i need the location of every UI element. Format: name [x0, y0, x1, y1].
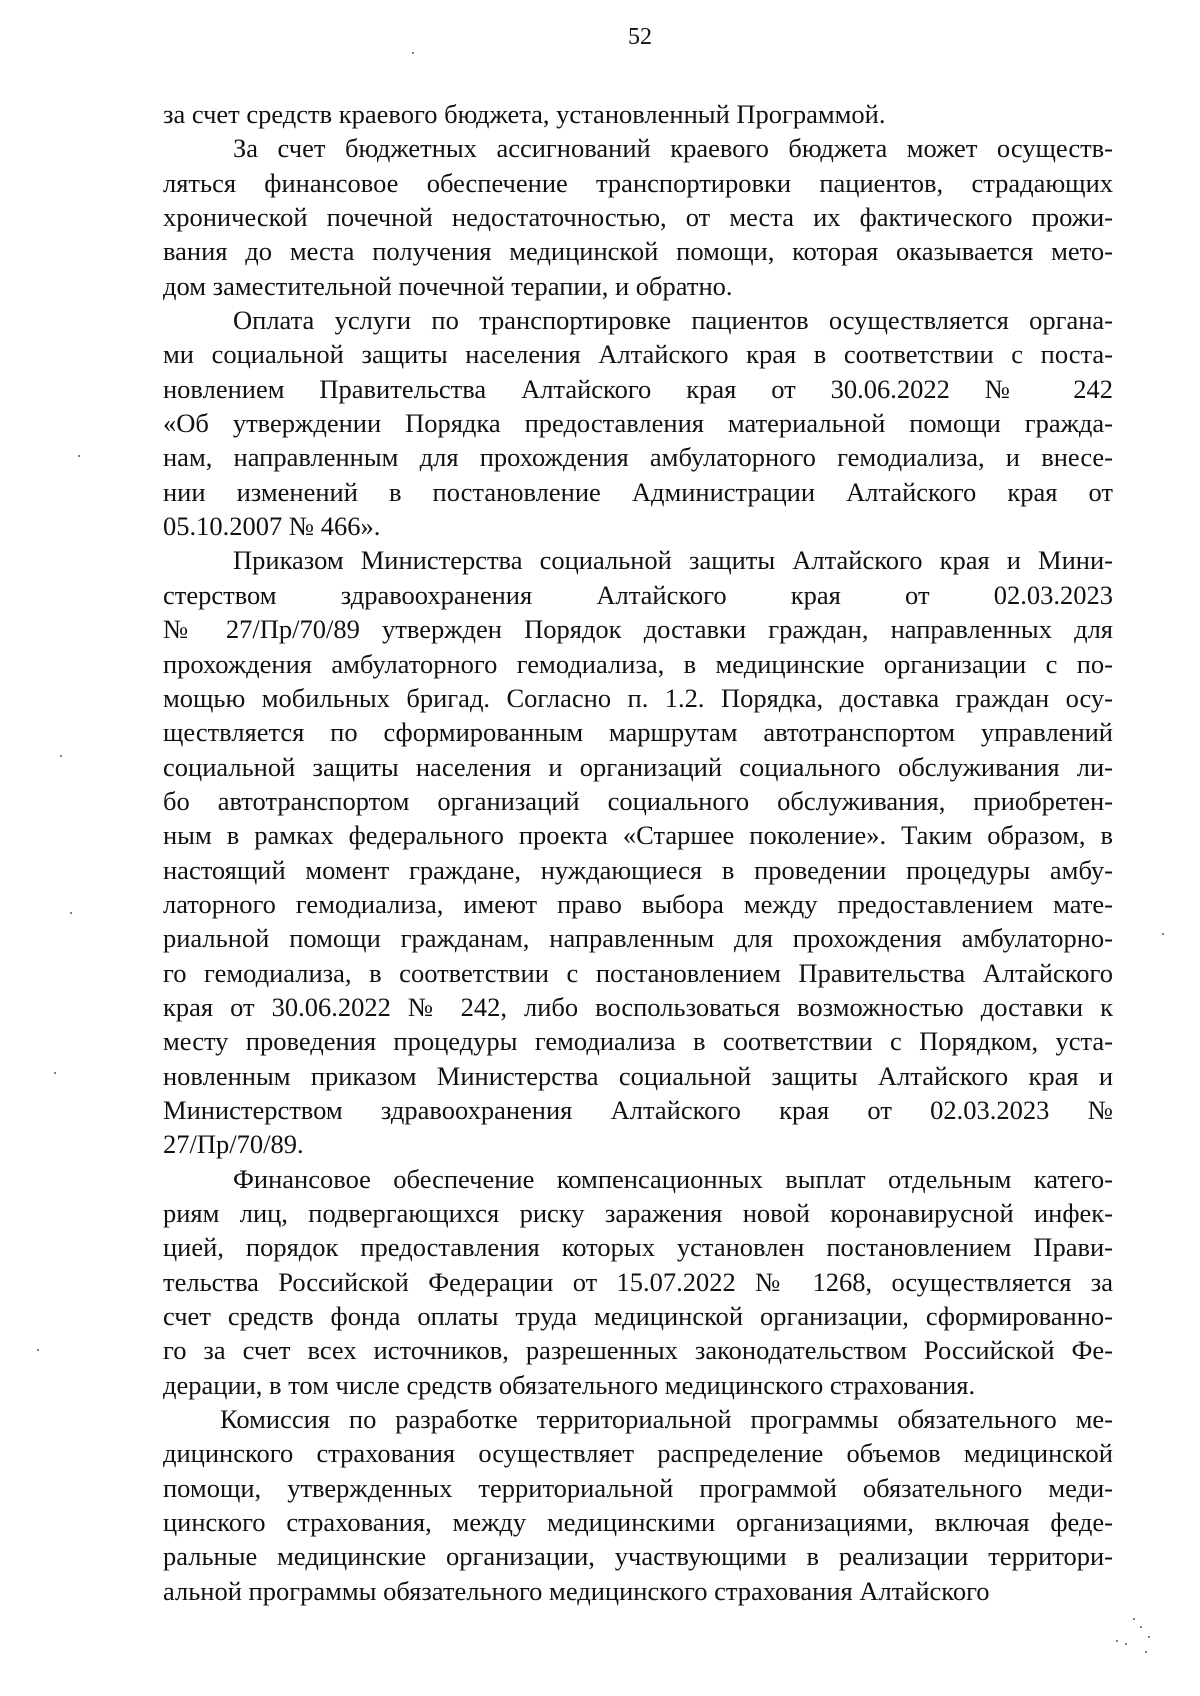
text-line: помощи, утвержденных территориальной программой обязательного меди- — [163, 1472, 1113, 1503]
text-line: бо автотранспортом организаций социального обслуживания, приобретен- — [163, 785, 1113, 816]
text-line: дерации, в том числе средств обязательного медицинского страхования. — [163, 1369, 976, 1400]
paragraph — [163, 131, 1113, 303]
text-line: ральные медицинские организации, участвующими в реализации территори- — [163, 1541, 1113, 1572]
text-line: ным в рамках федерального проекта «Старшее поколение». Таким образом, в — [163, 820, 1113, 851]
text-line: ляться финансовое обеспечение транспортировки пациентов, страдающих — [163, 167, 1113, 198]
text-line: Комиссия по разработке территориальной программы обязательного ме- — [220, 1404, 1113, 1435]
text-line: настоящий момент граждане, нуждающиеся в проведении процедуры амбу- — [163, 854, 1113, 885]
text-line: мощью мобильных бригад. Согласно п. 1.2. Порядка, доставка граждан осу- — [163, 682, 1113, 713]
text-line: риям лиц, подвергающихся риску заражения новой коронавирусной инфек- — [163, 1198, 1113, 1228]
text-line: за счет средств краевого бюджета, установленный Программой. — [163, 99, 886, 129]
paragraph — [163, 1162, 1113, 1402]
paragraph — [163, 97, 1113, 131]
text-line: латорного гемодиализа, имеют право выбора между предоставлением мате- — [163, 888, 1113, 919]
text-line: Приказом Министерства социальной защиты Алтайского края и Мини- — [233, 545, 1113, 576]
text-line: № 27/Пр/70/89 утвержден Порядок доставки граждан, направленных для — [163, 614, 1113, 645]
text-line: альной программы обязательного медицинского страхования Алтайского — [163, 1575, 990, 1606]
text-line: 27/Пр/70/89. — [163, 1129, 304, 1160]
text-line: Оплата услуги по транспортировке пациентов осуществляется органа- — [233, 305, 1113, 336]
paragraph — [163, 1402, 1113, 1608]
text-line: месту проведения процедуры гемодиализа в соответствии с Порядком, уста- — [163, 1026, 1113, 1057]
text-line: хронической почечной недостаточностью, от места их фактического прожи- — [163, 202, 1113, 233]
text-line: нам, направленным для прохождения амбулаторного гемодиализа, и внесе- — [163, 442, 1113, 473]
text-line: го за счет всех источников, разрешенных законодательством Российской Фе- — [163, 1335, 1113, 1366]
text-line: За счет бюджетных ассигнований краевого бюджета может осуществ- — [233, 133, 1113, 164]
paragraph — [163, 543, 1113, 1161]
text-line: дом заместительной почечной терапии, и обратно. — [163, 270, 733, 301]
text-line: новленным приказом Министерства социальной защиты Алтайского края и — [163, 1060, 1113, 1091]
text-line: ществляется по сформированным маршрутам автотранспортом управлений — [163, 717, 1113, 748]
text-line: нии изменений в постановление Администрации Алтайского края от — [163, 476, 1113, 507]
text-line: новлением Правительства Алтайского края от 30.06.2022 № 242 — [163, 373, 1113, 404]
text-line: 05.10.2007 № 466». — [163, 511, 381, 542]
text-line: дицинского страхования осуществляет распределение объемов медицинской — [163, 1438, 1113, 1469]
page-number: 52 — [628, 24, 652, 50]
text-line: риальной помощи гражданам, направленным для прохождения амбулаторно- — [163, 923, 1113, 954]
text-line: счет средств фонда оплаты труда медицинской организации, сформированно- — [163, 1301, 1113, 1332]
text-line: Министерством здравоохранения Алтайского края от 02.03.2023 № — [163, 1094, 1113, 1125]
paragraph — [163, 303, 1113, 543]
text-line: социальной защиты населения и организаций социального обслуживания ли- — [163, 751, 1113, 782]
text-line: цинского страхования, между медицинскими организациями, включая феде- — [163, 1507, 1113, 1538]
text-line: прохождения амбулаторного гемодиализа, в медицинские организации с по- — [163, 648, 1113, 679]
text-line: ми социальной защиты населения Алтайского края в соответствии с поста- — [163, 339, 1113, 370]
text-line: тельства Российской Федерации от 15.07.2022 № 1268, осуществляется за — [163, 1266, 1113, 1297]
text-line: Финансовое обеспечение компенсационных выплат отдельным катего- — [233, 1163, 1113, 1194]
text-line: края от 30.06.2022 № 242, либо воспользоваться возможностью доставки к — [163, 991, 1113, 1022]
document-body — [163, 97, 1113, 1608]
text-line: вания до места получения медицинской помощи, которая оказывается мето- — [163, 236, 1113, 267]
text-line: цией, порядок предоставления которых установлен постановлением Прави- — [163, 1232, 1113, 1263]
text-line: го гемодиализа, в соответствии с постановлением Правительства Алтайского — [163, 957, 1113, 988]
text-line: «Об утверждении Порядка предоставления материальной помощи гражда- — [163, 408, 1113, 439]
text-line: стерством здравоохранения Алтайского края от 02.03.2023 — [163, 579, 1113, 610]
